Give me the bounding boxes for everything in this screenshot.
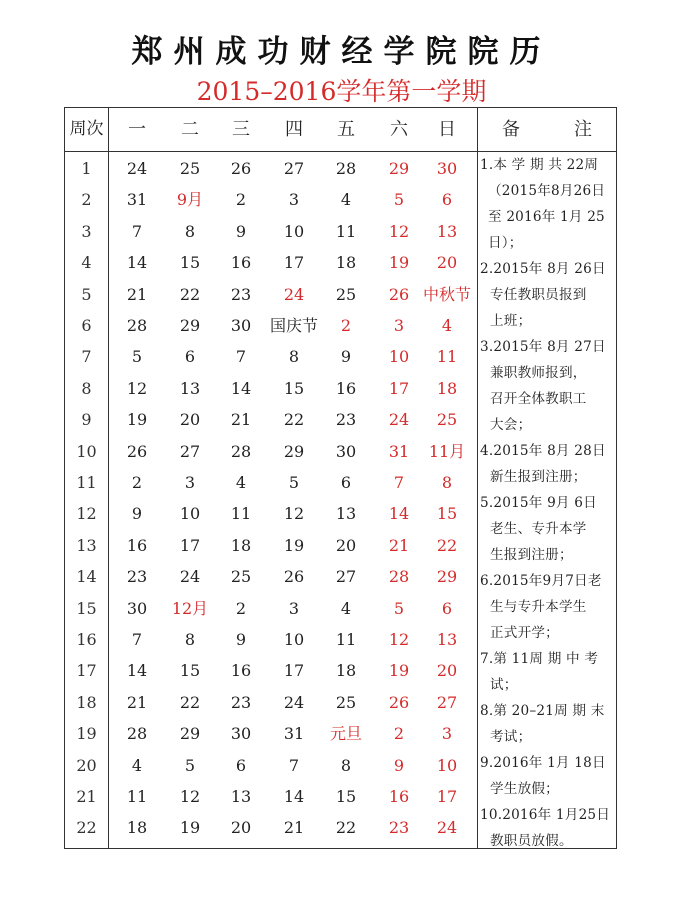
note-line: 学生放假；	[490, 781, 559, 797]
day-cell: 21	[388, 535, 410, 555]
day-cell: 17	[283, 661, 305, 681]
note-line: 老生、专升本学	[490, 521, 587, 537]
note-line: 生与专升本学生	[490, 599, 587, 615]
week-number: 3	[81, 221, 92, 241]
day-cell: 国庆节	[269, 316, 318, 335]
day-cell: 30	[335, 441, 357, 461]
week-number: 18	[76, 692, 97, 712]
day-cell: 12	[126, 378, 148, 398]
note-line: 日）；	[488, 235, 523, 251]
day-cell: 9	[235, 630, 247, 649]
day-cell: 22	[283, 410, 305, 430]
day-cell: 11	[335, 630, 357, 649]
day-cell: 16	[230, 253, 252, 273]
day-cell: 15	[179, 661, 201, 681]
day-cell: 6	[441, 598, 453, 618]
day-cell: 3	[288, 190, 300, 210]
day-cell: 29	[436, 567, 458, 587]
day-cell: 16	[126, 535, 148, 555]
day-cell: 15	[436, 504, 458, 524]
day-cell: 31	[388, 441, 410, 461]
week-number: 5	[81, 284, 92, 304]
day-cell: 21	[126, 692, 148, 712]
page-subtitle: 2015–2016学年第一学期	[196, 77, 487, 106]
day-cell: 28	[230, 441, 252, 461]
day-cell: 27	[179, 441, 201, 461]
note-line: 考试；	[490, 729, 532, 745]
day-cell: 24	[436, 818, 458, 838]
day-cell: 15	[283, 378, 305, 398]
day-cell: 7	[393, 473, 405, 492]
day-cell: 26	[230, 159, 252, 178]
page-title: 郑州成功财经学院院历	[131, 34, 552, 70]
day-cell: 16	[388, 787, 410, 806]
day-cell: 24	[179, 567, 201, 587]
day-cell: 27	[335, 567, 357, 587]
day-cell: 5	[288, 473, 300, 492]
day-cell: 10	[179, 504, 201, 524]
note-line: 召开全体教职工	[490, 391, 587, 407]
day-cell: 5	[131, 347, 143, 367]
week-number: 6	[81, 316, 92, 335]
day-cell: 24	[388, 410, 410, 430]
day-cell: 7	[131, 221, 143, 241]
day-cell: 12月	[171, 598, 209, 618]
day-cell: 18	[436, 378, 458, 398]
day-cell: 9	[340, 347, 352, 367]
note-line: 6.2015年9月7日老	[480, 573, 602, 589]
day-cell: 27	[283, 159, 305, 178]
day-cell: 31	[283, 724, 305, 744]
day-cell: 11	[230, 504, 252, 524]
day-cell: 25	[230, 567, 252, 587]
note-line: 兼职教师报到，	[490, 365, 587, 381]
note-line: 试；	[490, 677, 518, 693]
day-cell: 29	[179, 316, 201, 335]
note-line: 3.2015年 8月 27日	[480, 339, 606, 355]
day-cell: 14	[388, 504, 410, 524]
header-day-2: 二	[181, 119, 199, 140]
week-number: 2	[81, 190, 92, 210]
day-cell: 2	[235, 598, 247, 618]
day-cell: 19	[179, 818, 201, 838]
note-item	[478, 256, 616, 334]
day-cell: 26	[283, 567, 305, 587]
day-cell: 3	[441, 724, 453, 744]
day-cell: 9月	[176, 190, 204, 210]
day-cell: 17	[179, 535, 201, 555]
day-cell: 15	[335, 787, 357, 806]
day-cell: 27	[436, 692, 458, 712]
day-cell: 6	[184, 347, 196, 367]
day-cell: 11	[335, 221, 357, 241]
header-day-5: 五	[337, 119, 355, 140]
week-number: 9	[81, 410, 92, 430]
day-cell: 23	[388, 818, 410, 838]
note-line: （2015年8月26日	[488, 183, 606, 199]
day-cell: 6	[340, 473, 352, 492]
day-cell: 5	[393, 190, 405, 210]
week-number: 20	[76, 755, 97, 775]
header-day-3: 三	[232, 119, 250, 140]
day-cell: 11	[436, 347, 458, 367]
day-cell: 14	[126, 253, 148, 273]
day-cell: 5	[393, 598, 405, 618]
note-line: 生报到注册；	[490, 547, 573, 563]
week-number: 12	[76, 504, 97, 524]
day-cell: 26	[388, 284, 410, 304]
week-number: 7	[81, 347, 92, 367]
day-cell: 28	[126, 316, 148, 335]
day-cell: 12	[179, 787, 201, 806]
day-cell: 29	[388, 159, 410, 178]
week-number: 15	[76, 598, 97, 618]
note-item	[478, 698, 616, 750]
day-cell: 12	[388, 221, 410, 241]
day-cell: 26	[126, 441, 148, 461]
day-cell: 18	[230, 535, 252, 555]
day-cell: 4	[235, 473, 247, 492]
day-cell: 28	[388, 567, 410, 587]
day-cell: 23	[230, 692, 252, 712]
day-cell: 元旦	[329, 724, 362, 744]
header-week: 周次	[69, 119, 104, 139]
day-cell: 3	[288, 598, 300, 618]
day-cell: 20	[335, 535, 357, 555]
day-cell: 7	[288, 755, 300, 775]
note-line: 10.2016年 1月25日	[480, 807, 611, 823]
day-cell: 2	[235, 190, 247, 210]
note-item	[478, 334, 616, 438]
day-cell: 4	[340, 190, 352, 210]
note-line: 正式开学；	[490, 625, 559, 641]
note-line: 1.本 学 期 共 22周	[480, 157, 599, 173]
day-cell: 9	[393, 755, 405, 775]
day-cell: 24	[283, 692, 305, 712]
day-cell: 14	[283, 787, 305, 806]
day-cell: 16	[335, 378, 357, 398]
day-cell: 3	[393, 316, 405, 335]
day-cell: 16	[230, 661, 252, 681]
day-cell: 20	[436, 253, 458, 273]
day-cell: 18	[335, 253, 357, 273]
week-number: 19	[76, 724, 97, 744]
day-cell: 12	[283, 504, 305, 524]
header-notes: 备 注	[502, 119, 592, 140]
day-cell: 13	[436, 630, 458, 649]
note-line: 7.第 11周 期 中 考	[480, 651, 599, 667]
note-item	[478, 152, 616, 256]
day-cell: 22	[179, 284, 201, 304]
note-item	[478, 490, 616, 568]
week-number: 17	[76, 661, 97, 681]
day-cell: 10	[388, 347, 410, 367]
notes-column	[478, 152, 616, 854]
day-cell: 20	[230, 818, 252, 838]
day-cell: 17	[283, 253, 305, 273]
day-cell: 2	[340, 316, 352, 335]
header-day-4: 四	[285, 119, 303, 140]
week-number: 21	[76, 787, 97, 806]
day-cell: 10	[436, 755, 458, 775]
day-cell: 4	[340, 598, 352, 618]
day-cell: 3	[184, 473, 196, 492]
day-cell: 13	[335, 504, 357, 524]
day-cell: 7	[131, 630, 143, 649]
note-item	[478, 646, 616, 698]
day-cell: 23	[230, 284, 252, 304]
day-cell: 7	[235, 347, 247, 367]
day-cell: 4	[131, 755, 143, 775]
day-cell: 4	[441, 316, 453, 335]
day-cell: 18	[126, 818, 148, 838]
day-cell: 21	[283, 818, 305, 838]
note-item	[478, 802, 616, 854]
day-cell: 24	[126, 159, 148, 178]
day-cell: 19	[388, 661, 410, 681]
day-cell: 13	[436, 221, 458, 241]
week-number: 11	[76, 473, 97, 492]
header-day-1: 一	[128, 119, 146, 140]
day-cell: 29	[283, 441, 305, 461]
day-cell: 6	[235, 755, 247, 775]
note-line: 专任教职员报到	[490, 287, 587, 303]
note-line: 上班；	[490, 313, 532, 329]
day-cell: 8	[441, 473, 453, 492]
note-line: 4.2015年 8月 28日	[480, 443, 606, 459]
day-cell: 13	[230, 787, 252, 806]
note-item	[478, 750, 616, 802]
week-number: 14	[76, 567, 97, 587]
day-cell: 19	[283, 535, 305, 555]
day-cell: 9	[235, 221, 247, 241]
calendar-table	[64, 107, 617, 849]
header-day-6: 六	[390, 119, 408, 140]
note-line: 5.2015年 9月 6日	[480, 495, 597, 511]
day-cell: 19	[126, 410, 148, 430]
week-number: 10	[76, 441, 97, 461]
note-line: 大会；	[490, 417, 532, 433]
day-cell: 14	[230, 378, 252, 398]
day-cell: 25	[179, 159, 201, 178]
day-cell: 26	[388, 692, 410, 712]
day-cell: 25	[335, 284, 357, 304]
week-number: 4	[81, 253, 92, 273]
day-cell: 17	[388, 378, 410, 398]
note-line: 教职员放假。	[490, 833, 573, 849]
day-cell: 15	[179, 253, 201, 273]
day-cell: 21	[230, 410, 252, 430]
day-cell: 30	[436, 159, 458, 178]
day-cell: 14	[126, 661, 148, 681]
day-cell: 6	[441, 190, 453, 210]
day-cell: 10	[283, 221, 305, 241]
day-cell: 28	[335, 159, 357, 178]
day-cell: 8	[184, 630, 196, 649]
day-cell: 11	[126, 787, 148, 806]
week-number: 22	[76, 818, 97, 838]
day-cell: 2	[131, 473, 143, 492]
week-number: 8	[81, 378, 92, 398]
note-line: 9.2016年 1月 18日	[480, 755, 606, 771]
note-line: 2.2015年 8月 26日	[480, 261, 606, 277]
day-cell: 11月	[428, 441, 466, 461]
day-cell: 25	[335, 692, 357, 712]
day-cell: 21	[126, 284, 148, 304]
day-cell: 31	[126, 190, 148, 210]
day-cell: 28	[126, 724, 148, 744]
day-cell: 9	[131, 504, 143, 524]
day-cell: 22	[436, 535, 458, 555]
week-number: 16	[76, 630, 97, 649]
day-cell: 29	[179, 724, 201, 744]
day-cell: 17	[436, 787, 458, 806]
day-cell: 19	[388, 253, 410, 273]
day-cell: 22	[179, 692, 201, 712]
day-cell: 8	[288, 347, 300, 367]
day-cell: 22	[335, 818, 357, 838]
note-item	[478, 568, 616, 646]
day-cell: 18	[335, 661, 357, 681]
day-cell: 5	[184, 755, 196, 775]
day-cell: 12	[388, 630, 410, 649]
day-cell: 30	[126, 598, 148, 618]
day-cell: 20	[436, 661, 458, 681]
day-cell: 30	[230, 724, 252, 744]
day-cell: 23	[335, 410, 357, 430]
day-cell: 中秋节	[422, 284, 471, 304]
week-number: 13	[76, 535, 97, 555]
week-number: 1	[81, 159, 92, 178]
note-line: 至 2016年 1月 25	[488, 209, 605, 225]
day-cell: 25	[436, 410, 458, 430]
day-cell: 30	[230, 316, 252, 335]
note-line: 8.第 20–21周 期 末	[480, 703, 605, 719]
note-line: 新生报到注册；	[490, 469, 587, 485]
header-day-7: 日	[438, 119, 456, 140]
note-item	[478, 438, 616, 490]
day-cell: 23	[126, 567, 148, 587]
day-cell: 8	[184, 221, 196, 241]
day-cell: 20	[179, 410, 201, 430]
day-cell: 13	[179, 378, 201, 398]
day-cell: 8	[340, 755, 352, 775]
day-cell: 24	[283, 284, 305, 304]
day-cell: 10	[283, 630, 305, 649]
day-cell: 2	[393, 724, 405, 744]
